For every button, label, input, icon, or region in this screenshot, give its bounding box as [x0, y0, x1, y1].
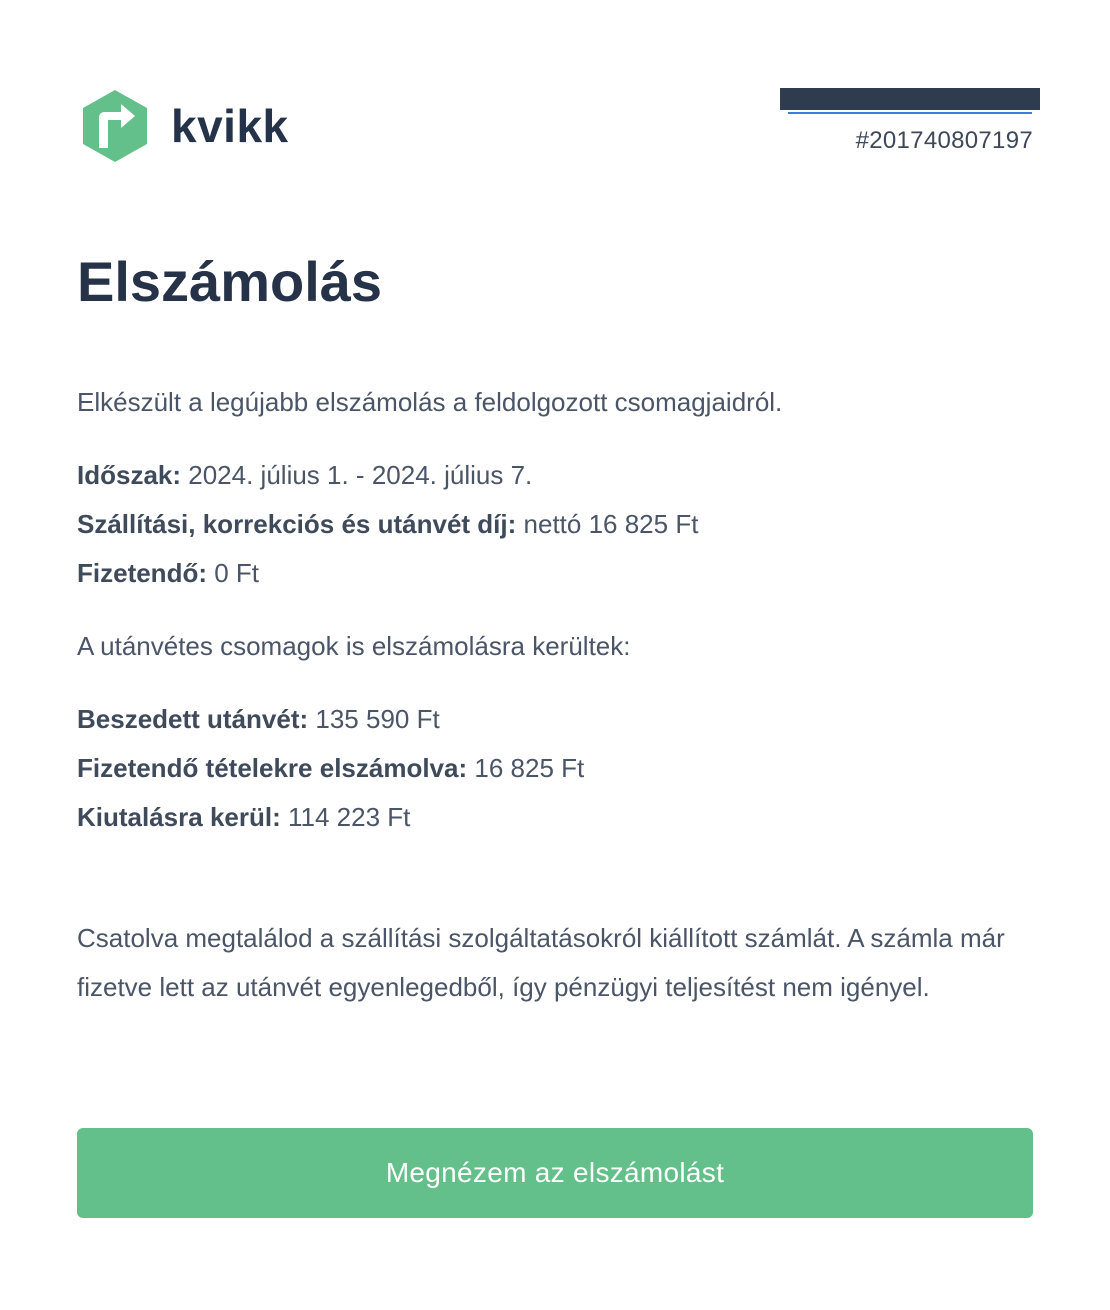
settled-value: 16 825 Ft	[474, 753, 585, 783]
collected-row	[77, 695, 1037, 744]
account-id: #201740807197	[855, 127, 1033, 154]
page-title: Elszámolás	[77, 250, 383, 313]
account-info	[780, 88, 1033, 155]
email-body	[77, 378, 1037, 1012]
email-header	[77, 88, 1033, 168]
kvikk-logo[interactable]	[77, 88, 289, 164]
payout-label: Kiutalásra kerül:	[77, 802, 281, 832]
payout-row	[77, 793, 1037, 842]
invoice-note: Csatolva megtalálod a szállítási szolgáltatásokról kiállított számlát. A számla már fizetve lett az utánvét egyenlegedből, így pénzügyi teljesítést nem igényel.	[77, 923, 1005, 1002]
kvikk-logo-icon	[77, 88, 153, 164]
payable-row	[77, 549, 1037, 598]
cod-intro-text: A utánvétes csomagok is elszámolásra kerültek:	[77, 631, 631, 661]
fee-value: nettó 16 825 Ft	[523, 509, 699, 539]
payable-value: 0 Ft	[214, 558, 260, 588]
period-value: 2024. július 1. - 2024. július 7.	[188, 460, 533, 490]
period-row	[77, 451, 1037, 500]
logo-wordmark: kvikk	[171, 100, 289, 152]
fee-row	[77, 500, 1037, 549]
payable-label: Fizetendő:	[77, 558, 207, 588]
collected-label: Beszedett utánvét:	[77, 704, 309, 734]
fee-label: Szállítási, korrekciós és utánvét díj:	[77, 509, 517, 539]
intro-text: Elkészült a legújabb elszámolás a feldolgozott csomagjaidról.	[77, 387, 783, 417]
view-settlement-button[interactable]: Megnézem az elszámolást	[77, 1128, 1033, 1218]
settled-row	[77, 744, 1037, 793]
collected-value: 135 590 Ft	[315, 704, 440, 734]
redacted-email-link	[780, 88, 1040, 110]
payout-value: 114 223 Ft	[287, 802, 411, 832]
settled-label: Fizetendő tételekre elszámolva:	[77, 753, 468, 783]
period-label: Időszak:	[77, 460, 182, 490]
